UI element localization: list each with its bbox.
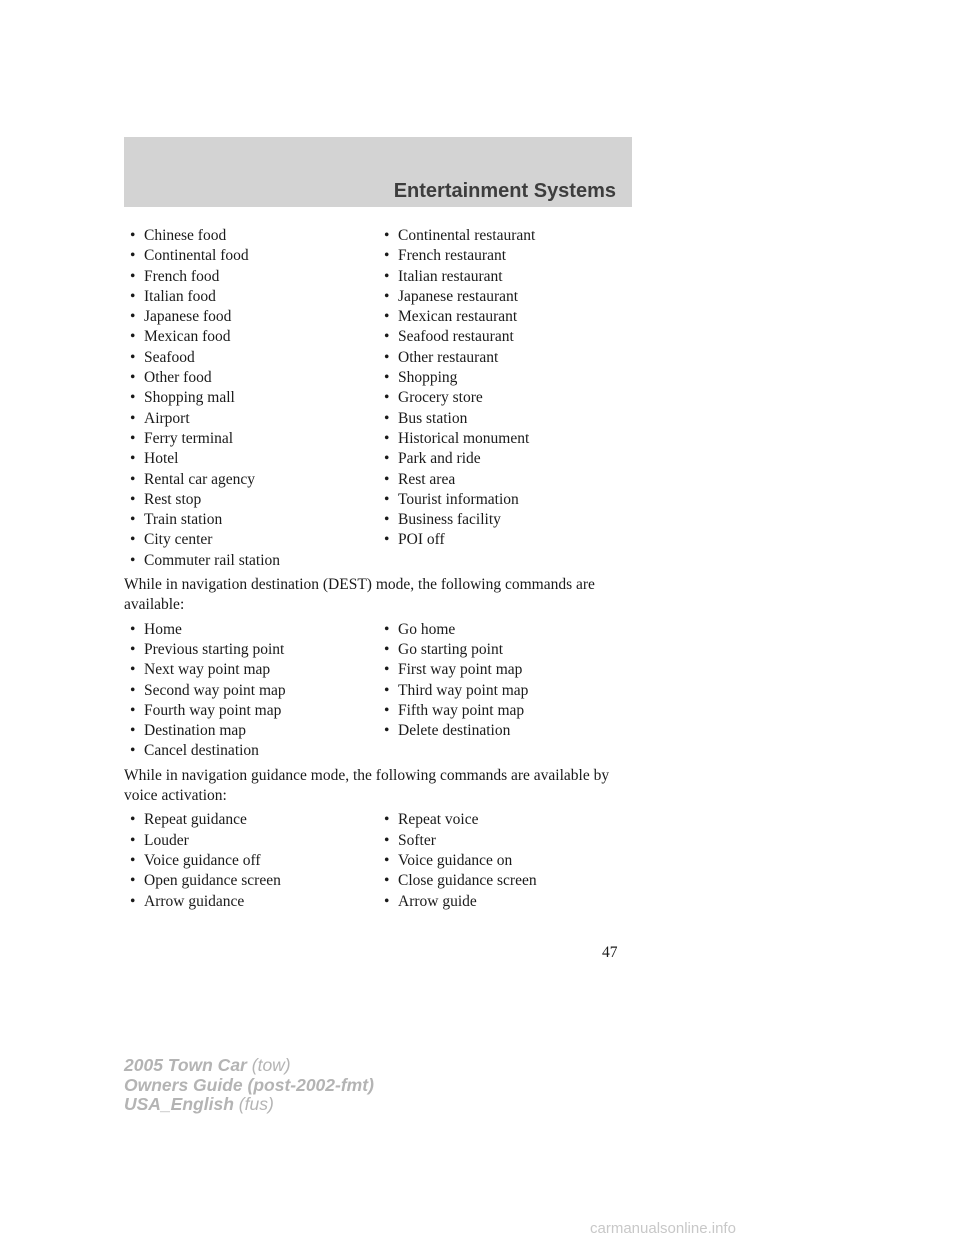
list-item: • Rest stop bbox=[124, 490, 378, 510]
list-item: • Destination map bbox=[124, 721, 378, 741]
list-item: • Fourth way point map bbox=[124, 701, 378, 721]
list-item: • Chinese food bbox=[124, 226, 378, 246]
list-item: • Voice guidance off bbox=[124, 851, 378, 871]
list-item: • Japanese food bbox=[124, 307, 378, 327]
list-item: • Historical monument bbox=[378, 429, 636, 449]
list-item: • Close guidance screen bbox=[378, 871, 636, 891]
list-item: • Grocery store bbox=[378, 388, 636, 408]
list-item: • Shopping mall bbox=[124, 388, 378, 408]
list-item: • Italian food bbox=[124, 287, 378, 307]
footer-document-info bbox=[124, 1056, 374, 1115]
list-item: • Park and ride bbox=[378, 449, 636, 469]
list-item: • Italian restaurant bbox=[378, 267, 636, 287]
list-item: • Third way point map bbox=[378, 681, 636, 701]
dest-intro-paragraph: While in navigation destination (DEST) mode, the following commands are available: bbox=[124, 576, 595, 614]
list-item: • Continental restaurant bbox=[378, 226, 636, 246]
list-item: • Other food bbox=[124, 368, 378, 388]
footer-guide-name: Owners Guide (post-2002-fmt) bbox=[124, 1074, 374, 1095]
list-item: • Repeat guidance bbox=[124, 810, 378, 830]
list-item: • Mexican restaurant bbox=[378, 307, 636, 327]
list-item: • Business facility bbox=[378, 510, 636, 530]
footer-line-language bbox=[124, 1095, 374, 1115]
list-item: • Go home bbox=[378, 620, 636, 640]
list-item: • Second way point map bbox=[124, 681, 378, 701]
list-item: • Ferry terminal bbox=[124, 429, 378, 449]
list-item: • Tourist information bbox=[378, 490, 636, 510]
footer-language-code: (fus) bbox=[238, 1094, 274, 1114]
header-band bbox=[124, 137, 632, 207]
list-item: • Mexican food bbox=[124, 327, 378, 347]
footer-language: USA_English bbox=[124, 1094, 234, 1114]
list-item: • Louder bbox=[124, 831, 378, 851]
list-item: • Continental food bbox=[124, 246, 378, 266]
section-title: Entertainment Systems bbox=[393, 180, 616, 202]
list-item: • Rest area bbox=[378, 470, 636, 490]
list-item: • Airport bbox=[124, 409, 378, 429]
list-item: • Open guidance screen bbox=[124, 871, 378, 891]
footer-model-code: (tow) bbox=[251, 1055, 291, 1075]
guidance-intro-paragraph: While in navigation guidance mode, the following commands are available by voice activation: bbox=[124, 766, 610, 805]
watermark: carmanualsonline.info bbox=[590, 1220, 736, 1237]
list-item: • Arrow guide bbox=[378, 892, 636, 912]
list-item: • Softer bbox=[378, 831, 636, 851]
list-item: • Cancel destination bbox=[124, 741, 378, 761]
list-item: • Delete destination bbox=[378, 721, 636, 741]
list-item: • City center bbox=[124, 530, 378, 550]
list-item: • POI off bbox=[378, 530, 636, 550]
list-item: • Rental car agency bbox=[124, 470, 378, 490]
list-item: • Go starting point bbox=[378, 640, 636, 660]
dest-command-list bbox=[124, 620, 636, 762]
list-item: • Repeat voice bbox=[378, 810, 636, 830]
list-item: • Home bbox=[124, 620, 378, 640]
list-item: • Next way point map bbox=[124, 660, 378, 680]
list-item: • Other restaurant bbox=[378, 348, 636, 368]
footer-model-name: 2005 Town Car bbox=[124, 1055, 247, 1075]
list-item: • Commuter rail station bbox=[124, 551, 378, 571]
list-item: • Japanese restaurant bbox=[378, 287, 636, 307]
list-item: • Bus station bbox=[378, 409, 636, 429]
page-content bbox=[124, 226, 636, 912]
list-item: • Hotel bbox=[124, 449, 378, 469]
footer-line-guide bbox=[124, 1076, 374, 1096]
list-item: • French restaurant bbox=[378, 246, 636, 266]
list-item: • Seafood restaurant bbox=[378, 327, 636, 347]
list-item: • Seafood bbox=[124, 348, 378, 368]
list-item: • Arrow guidance bbox=[124, 892, 378, 912]
list-item: • Shopping bbox=[378, 368, 636, 388]
list-item: • Fifth way point map bbox=[378, 701, 636, 721]
list-item: • French food bbox=[124, 267, 378, 287]
list-item: • Voice guidance on bbox=[378, 851, 636, 871]
guidance-command-list bbox=[124, 810, 636, 911]
poi-list bbox=[124, 226, 636, 571]
page-number: 47 bbox=[602, 944, 618, 961]
list-item: • Train station bbox=[124, 510, 378, 530]
list-item: • Previous starting point bbox=[124, 640, 378, 660]
footer-line-model bbox=[124, 1056, 374, 1076]
list-item: • First way point map bbox=[378, 660, 636, 680]
